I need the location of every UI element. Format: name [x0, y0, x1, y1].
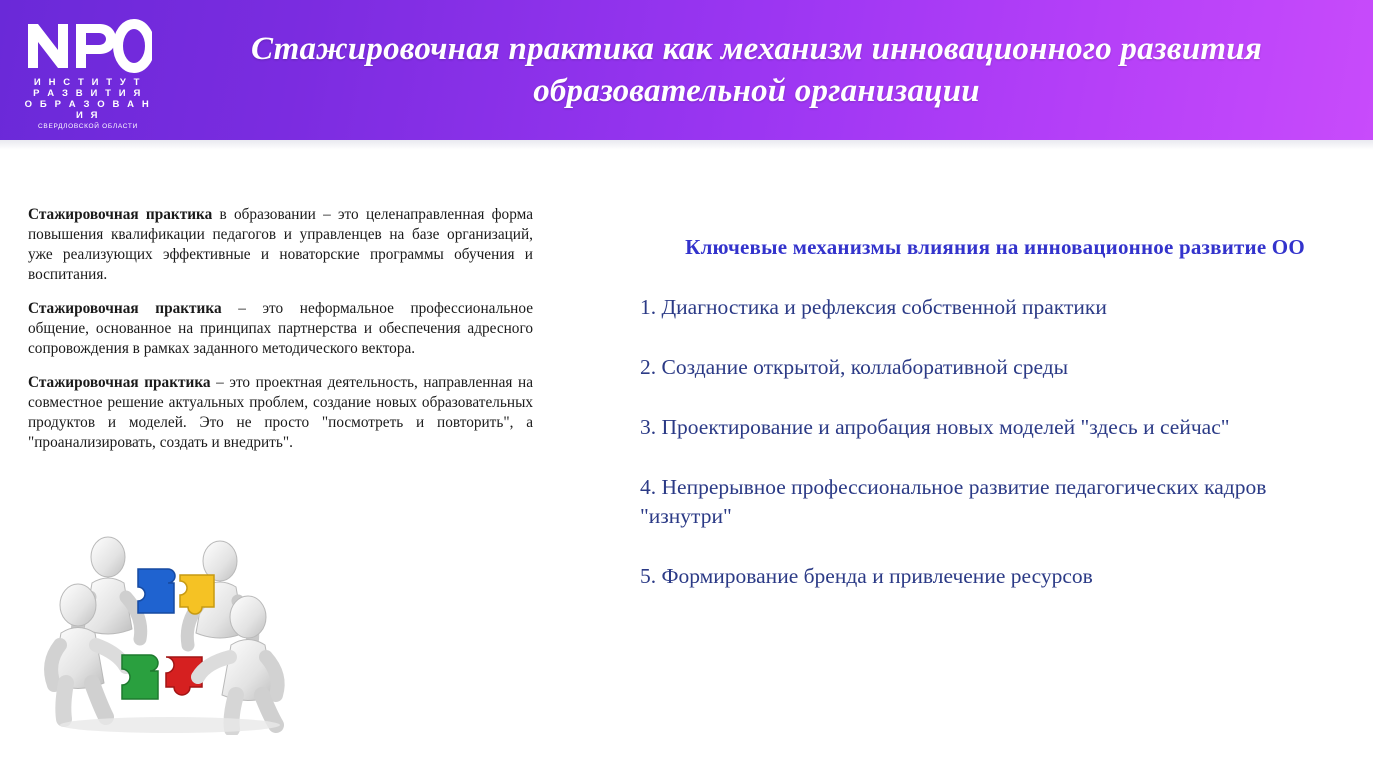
definition-lead-1: Стажировочная практика — [28, 206, 213, 223]
list-item: 5. Формирование бренда и привлечение ресурсов — [640, 564, 1093, 588]
key-mechanisms-list — [640, 293, 1350, 591]
list-item: 1. Диагностика и рефлексия собственной практики — [640, 295, 1107, 319]
key-mechanisms-block — [640, 232, 1350, 622]
logo-line-1: И Н С Т И Т У Т — [33, 77, 143, 88]
list-item: 4. Непрерывное профессиональное развитие педагогических кадров "изнутри" — [640, 475, 1267, 528]
header-divider — [0, 140, 1373, 150]
definition-body-3: – это проектная деятельность, направленная на совместное решение актуальных проблем, создание новых образовательных продуктов и моделей. Это не просто "посмотреть и повторить", а "проанализировать, создать и внедрить". — [28, 374, 533, 451]
key-mechanisms-title: Ключевые механизмы влияния на инновационное развитие ОО — [685, 235, 1305, 259]
logo-text-block — [24, 77, 152, 132]
logo-line-2: Р А З В И Т И Я — [33, 88, 143, 99]
definition-paragraph-1 — [28, 205, 533, 285]
list-item: 2. Создание открытой, коллаборативной среды — [640, 355, 1069, 379]
teamwork-puzzle-icon — [30, 505, 310, 735]
page-title: Стажировочная практика как механизм инновационного развития образовательной организации — [250, 31, 1263, 109]
header-title-container — [170, 0, 1373, 140]
institute-logo — [24, 18, 164, 130]
definition-body-1: в образовании – это целенаправленная форма повышения квалификации педагогов и управленцев на базе организаций, уже реализующих эффективные и новаторские программы обучения и воспитания. — [28, 206, 533, 283]
logo-subtitle: СВЕРДЛОВСКОЙ ОБЛАСТИ — [38, 123, 138, 130]
definition-lead-3: Стажировочная практика — [28, 374, 211, 391]
list-item: 3. Проектирование и апробация новых моделей "здесь и сейчас" — [640, 415, 1230, 439]
definition-paragraph-2 — [28, 299, 533, 359]
teamwork-puzzle-illustration — [30, 505, 310, 735]
iro-logo-icon — [24, 18, 152, 74]
definition-body-2: – это неформальное профессиональное общение, основанное на принципах партнерства и обеспечения адресного сопровождения в рамках заданного методического вектора. — [28, 300, 533, 357]
logo-line-3: О Б Р А З О В А Н И Я — [24, 99, 152, 121]
definition-lead-2: Стажировочная практика — [28, 300, 222, 317]
definition-paragraph-3 — [28, 373, 533, 453]
definition-text-block — [28, 205, 533, 467]
slide-header — [0, 0, 1373, 140]
